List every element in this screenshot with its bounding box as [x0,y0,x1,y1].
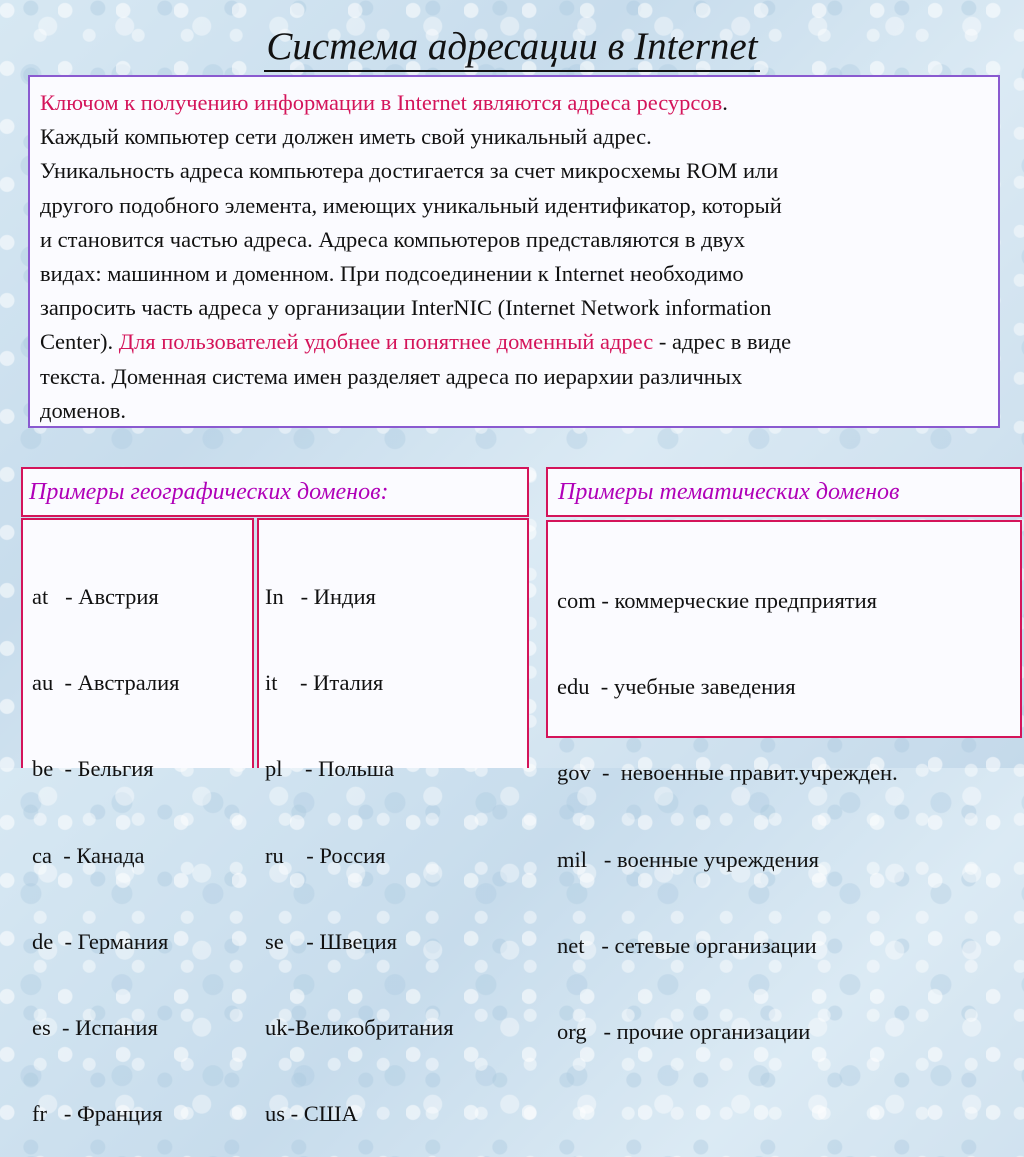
list-item: be - Бельгия [32,756,154,782]
intro-key-statement-period: . [722,90,728,115]
list-item: se - Швеция [265,928,397,954]
geo-domains-list-left [21,518,254,1127]
intro-line: другого подобного элемента, имеющих уникальный идентификатор, который [40,192,782,218]
list-item: net - сетевые организации [557,932,817,958]
intro-domain-statement: Для пользователей удобнее и понятнее доменный адрес [118,329,654,355]
intro-paragraph [40,86,998,428]
list-item: mil - военные учреждения [557,846,820,872]
list-item: edu - учебные заведения [557,674,796,700]
intro-line-tail: - адрес в виде [653,329,792,355]
list-item: uk-Великобритания [265,1014,454,1040]
list-item: es - Испания [32,1014,158,1040]
list-item: org - прочие организации [557,1018,811,1044]
list-item: ru - Россия [265,842,386,868]
intro-line: Каждый компьютер сети должен иметь свой уникальный адрес. [40,124,652,150]
list-item: us - США [265,1101,358,1127]
list-item: pl - Польша [265,756,395,782]
thematic-domains-list [546,520,1022,1044]
intro-line: запросить часть адреса у организации InterNIC (Internet Network information [40,295,772,321]
list-item: ca - Канада [32,842,145,868]
list-item: gov - невоенные правит.учрежден. [557,760,898,786]
intro-text-box [28,75,1000,428]
list-item: com - коммерческие предприятия [557,588,878,613]
list-item: au - Австралия [32,670,180,696]
list-item: de - Германия [32,928,169,954]
geo-domains-list-right [257,518,529,1127]
list-item: it - Италия [265,670,384,696]
intro-key-statement: Ключом к получению информации в Internet являются адреса ресурсов [40,90,723,115]
intro-line: видах: машинном и доменном. При подсоединении к Internet необходимо [40,261,744,287]
intro-line: Уникальность адреса компьютера достигается за счет микросхемы ROM или [40,158,779,184]
list-item: In - Индия [265,584,376,609]
intro-line: текста. Доменная система имен разделяет адреса по иерархии различных [40,363,743,389]
geo-domains-header: Примеры географических доменов: [21,467,529,517]
intro-line: доменов. [40,397,127,423]
list-item: at - Австрия [32,584,159,609]
intro-line-head: Center). [40,329,119,355]
slide-title-text: Система адресации в Internet [264,24,759,72]
slide-title [0,22,1024,72]
thematic-domains-header: Примеры тематических доменов [546,467,1022,517]
intro-line: и становится частью адреса. Адреса компьютеров представляются в двух [40,226,745,252]
list-item: fr - Франция [32,1101,163,1127]
